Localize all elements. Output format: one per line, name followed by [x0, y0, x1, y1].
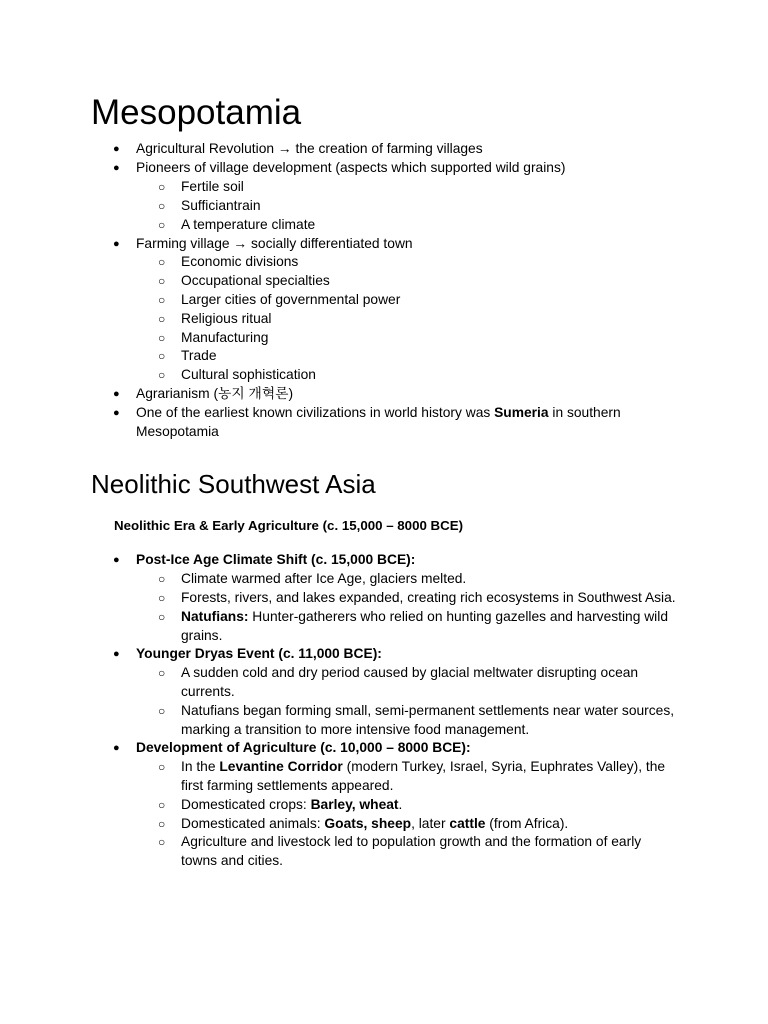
bullet-filled-icon: ● — [113, 388, 120, 400]
bullet-filled-icon: ● — [113, 742, 120, 754]
bullet-hollow-icon: ○ — [158, 704, 166, 718]
bullet-hollow-icon: ○ — [158, 293, 166, 307]
bullet-filled-icon: ● — [113, 554, 120, 566]
bullet-filled-icon: ● — [113, 143, 120, 155]
sub-list-item: Natufians began forming small, semi-permanent settlements near water sources, — [181, 703, 675, 718]
sub-list-item: Forests, rivers, and lakes expanded, creating rich ecosystems in Southwest Asia. — [181, 590, 676, 605]
bullet-filled-icon: ● — [113, 162, 120, 174]
bullet-hollow-icon: ○ — [158, 835, 166, 849]
bullet-hollow-icon: ○ — [158, 368, 166, 382]
list-item: Younger Dryas Event (c. 11,000 BCE): — [136, 646, 382, 661]
bullet-hollow-icon: ○ — [158, 218, 166, 232]
list-item: Post-Ice Age Climate Shift (c. 15,000 BCE): — [136, 552, 416, 567]
sub-list-item: Cultural sophistication — [181, 367, 316, 382]
list-item: Pioneers of village development (aspects which supported wild grains) — [136, 160, 566, 175]
bullet-hollow-icon: ○ — [158, 572, 166, 586]
bullet-hollow-icon: ○ — [158, 331, 166, 345]
sub-list-item: A sudden cold and dry period caused by glacial meltwater disrupting ocean — [181, 665, 639, 680]
bullet-hollow-icon: ○ — [158, 817, 166, 831]
sub-list-item-continuation: first farming settlements appeared. — [181, 778, 394, 793]
sub-list-item: Economic divisions — [181, 254, 299, 269]
sub-list-item: Larger cities of governmental power — [181, 292, 401, 307]
bullet-hollow-icon: ○ — [158, 255, 166, 269]
bullet-hollow-icon: ○ — [158, 666, 166, 680]
sub-list-item: Domesticated animals: Goats, sheep, later cattle (from Africa). — [181, 816, 569, 831]
sub-list-item: Domesticated crops: Barley, wheat. — [181, 797, 403, 812]
sub-list-item: Sufficiantrain — [181, 198, 261, 213]
bullet-hollow-icon: ○ — [158, 591, 166, 605]
bullet-filled-icon: ● — [113, 648, 120, 660]
sub-list-item-continuation: currents. — [181, 684, 235, 699]
sub-list-item-continuation: towns and cities. — [181, 853, 283, 868]
sub-list-item: Climate warmed after Ice Age, glaciers melted. — [181, 571, 467, 586]
sub-list-item: A temperature climate — [181, 217, 316, 232]
bullet-hollow-icon: ○ — [158, 610, 166, 624]
sub-list-item-continuation: marking a transition to more intensive food management. — [181, 722, 530, 737]
list-item-continuation: Mesopotamia — [136, 424, 219, 439]
bullet-hollow-icon: ○ — [158, 274, 166, 288]
bullet-hollow-icon: ○ — [158, 760, 166, 774]
sub-list-item: Trade — [181, 348, 217, 363]
subheading-neolithic-era: Neolithic Era & Early Agriculture (c. 15,000 – 8000 BCE) — [114, 518, 464, 533]
sub-list-item: Fertile soil — [181, 179, 244, 194]
heading-neolithic-southwest-asia: Neolithic Southwest Asia — [91, 469, 376, 499]
bullet-filled-icon: ● — [113, 407, 120, 419]
sub-list-item: Occupational specialties — [181, 273, 330, 288]
list-item: One of the earliest known civilizations in world history was Sumeria in southern — [136, 405, 621, 420]
bullet-hollow-icon: ○ — [158, 312, 166, 326]
bullet-hollow-icon: ○ — [158, 349, 166, 363]
sub-list-item: Natufians: Hunter-gatherers who relied on hunting gazelles and harvesting wild — [181, 609, 668, 624]
bullet-hollow-icon: ○ — [158, 199, 166, 213]
sub-list-item: In the Levantine Corridor (modern Turkey, Israel, Syria, Euphrates Valley), the — [181, 759, 666, 774]
list-item: Agrarianism (농지 개혁론) — [136, 386, 294, 401]
sub-list-item: Agriculture and livestock led to population growth and the formation of early — [181, 834, 642, 849]
heading-mesopotamia: Mesopotamia — [91, 93, 302, 132]
list-item: Development of Agriculture (c. 10,000 – 8000 BCE): — [136, 740, 471, 755]
sub-list-item: Religious ritual — [181, 311, 272, 326]
list-item: Farming village → socially differentiated town — [136, 236, 413, 251]
bullet-hollow-icon: ○ — [158, 798, 166, 812]
bullet-filled-icon: ● — [113, 238, 120, 250]
list-item: Agricultural Revolution → the creation of farming villages — [136, 141, 483, 156]
sub-list-item-continuation: grains. — [181, 628, 223, 643]
sub-list-item: Manufacturing — [181, 330, 269, 345]
bullet-hollow-icon: ○ — [158, 180, 166, 194]
